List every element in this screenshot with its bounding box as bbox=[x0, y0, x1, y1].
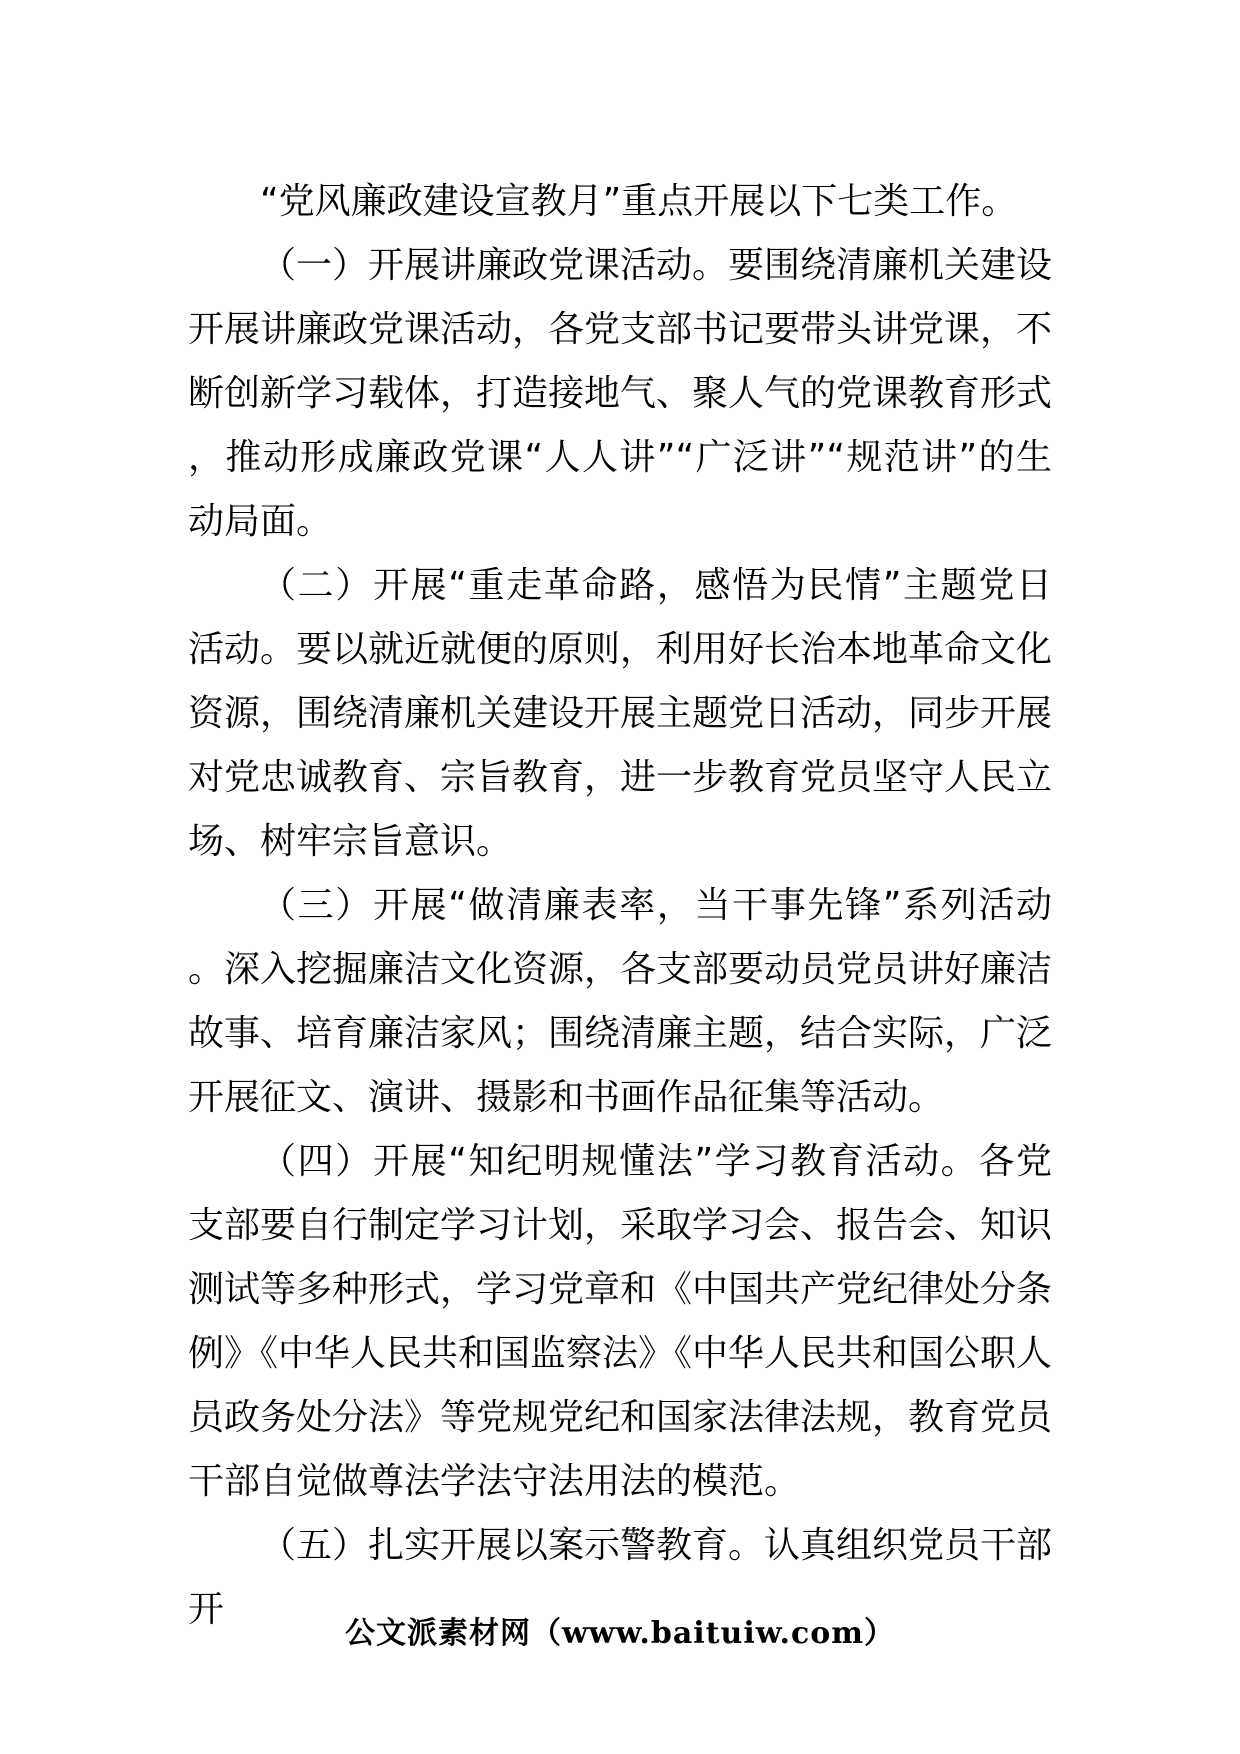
paragraph-item-5: （五）扎实开展以案示警教育。认真组织党员干部开 bbox=[188, 1525, 1053, 1630]
page-footer-watermark: 公文派素材网（www.baituiw.com） bbox=[344, 1616, 896, 1651]
paragraph-item-4: （四）开展“知纪明规懂法”学习教育活动。各党支部要自行制定学习计划，采取学习会、报告会、知识测试等多种形式，学习党章和《中国共产党纪律处分条例》《中华人民共和国监察法》《中华人民共和国公职人员政务处分法》等党规党纪和国家法律法规，教育党员干部自觉做尊法学法守法用法的模范。 bbox=[188, 1141, 1053, 1502]
paragraph-item-2: （二）开展“重走革命路，感悟为民情”主题党日活动。要以就近就便的原则，利用好长治本地革命文化资源，围绕清廉机关建设开展主题党日活动，同步开展对党忠诚教育、宗旨教育，进一步教育党员坚守人民立场、树牢宗旨意识。 bbox=[188, 565, 1053, 862]
paragraph-item-1: （一）开展讲廉政党课活动。要围绕清廉机关建设开展讲廉政党课活动，各党支部书记要带头讲党课，不断创新学习载体，打造接地气、聚人气的党课教育形式，推动形成廉政党课“人人讲”“广泛讲”“规范讲”的生动局面。 bbox=[188, 245, 1053, 542]
document-body bbox=[188, 170, 1052, 1642]
paragraph-item-3: （三）开展“做清廉表率，当干事先锋”系列活动。深入挖掘廉洁文化资源，各支部要动员党员讲好廉洁故事、培育廉洁家风；围绕清廉主题，结合实际，广泛开展征文、演讲、摄影和书画作品征集等活动。 bbox=[188, 885, 1053, 1118]
paragraph-intro: “党风廉政建设宣教月”重点开展以下七类工作。 bbox=[260, 181, 1018, 222]
